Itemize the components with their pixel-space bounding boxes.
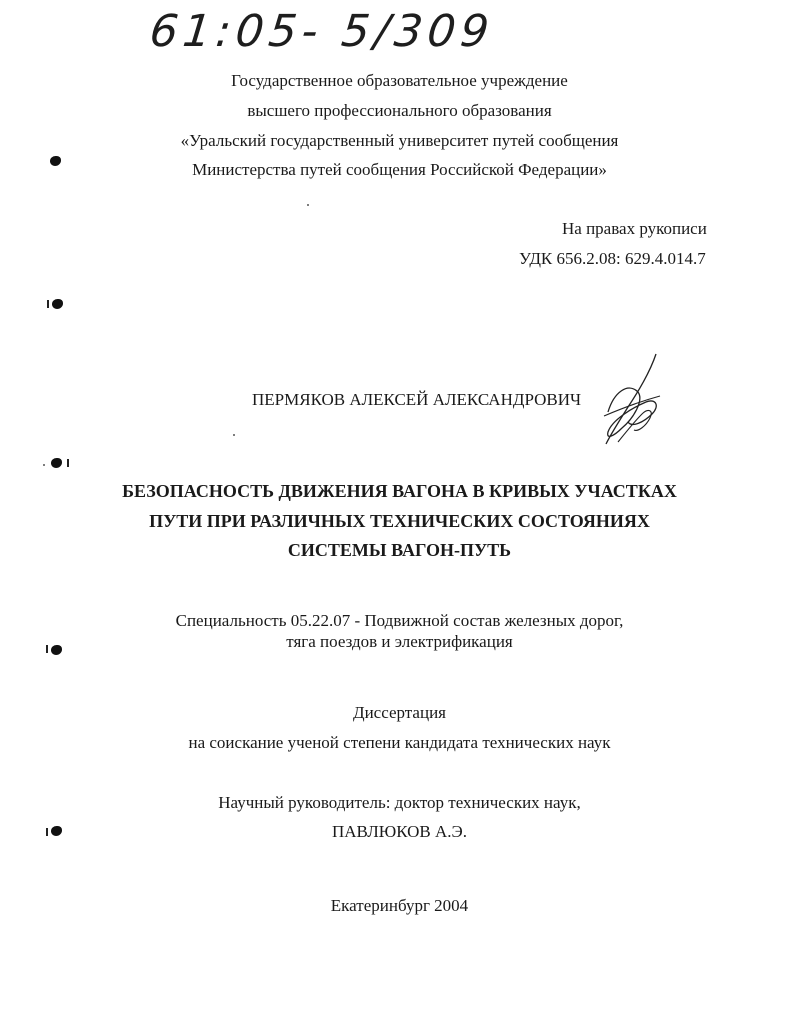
binding-tick-mark	[67, 459, 69, 467]
institution-line-3: «Уральский государственный университет путей сообщения	[180, 131, 619, 150]
institution-line-2: высшего профессионального образования	[247, 101, 552, 120]
title-line-1: БЕЗОПАСНОСТЬ ДВИЖЕНИЯ ВАГОНА В КРИВЫХ УЧАСТКАХ	[122, 481, 677, 501]
supervisor-line-1: Научный руководитель: доктор технических наук,	[218, 793, 581, 812]
institution-line-4: Министерства путей сообщения Российской Федерации»	[192, 160, 607, 179]
document-type: Диссертация	[352, 703, 446, 722]
scan-speck	[307, 204, 309, 206]
binding-hole-mark	[51, 645, 62, 655]
institution-line-1: Государственное образовательное учреждение	[231, 71, 568, 90]
binding-hole-mark	[52, 299, 63, 309]
title-line-3: СИСТЕМЫ ВАГОН-ПУТЬ	[287, 540, 512, 560]
manuscript-rights: На правах рукописи	[562, 219, 707, 238]
binding-tick-mark	[46, 645, 48, 653]
place-year: Екатеринбург 2004	[330, 896, 469, 915]
supervisor-name: ПАВЛЮКОВ А.Э.	[331, 822, 468, 841]
udk-code: УДК 656.2.08: 629.4.014.7	[519, 249, 706, 268]
degree-line: на соискание ученой степени кандидата технических наук	[188, 733, 611, 752]
binding-tick-mark	[46, 828, 48, 836]
author-name: ПЕРМЯКОВ АЛЕКСЕЙ АЛЕКСАНДРОВИЧ	[252, 390, 582, 409]
binding-tick-mark	[47, 300, 49, 308]
specialty-line-1: Специальность 05.22.07 - Подвижной состав железных дорог,	[175, 611, 624, 630]
title-line-2: ПУТИ ПРИ РАЗЛИЧНЫХ ТЕХНИЧЕСКИХ СОСТОЯНИЯХ	[149, 511, 650, 531]
scan-speck	[233, 434, 235, 436]
binding-hole-mark	[51, 458, 62, 468]
specialty-line-2: тяга поездов и электрификация	[286, 632, 513, 651]
author-signature	[598, 352, 668, 452]
archive-number-handwritten: 61:05- 5/309	[147, 6, 497, 57]
scan-speck	[43, 464, 45, 466]
